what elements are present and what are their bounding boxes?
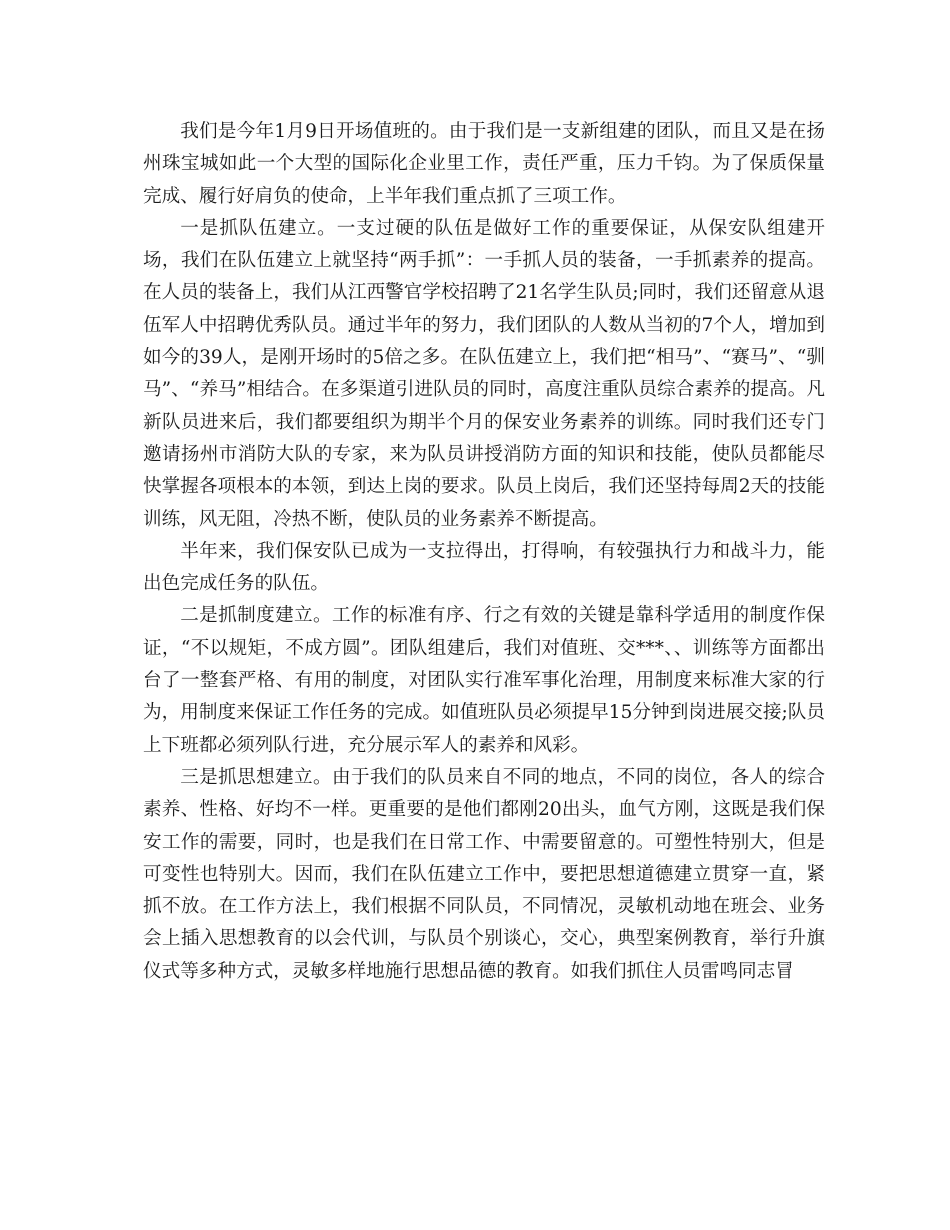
paragraph-ideology-building: 三是抓思想建立。由于我们的队员来自不同的地点，不同的岗位，各人的综合素养、性格、好均不一样。更重要的是他们都刚20出头，血气方刚，这既是我们保安工作的需要，同时，也是我们在日常工作、中需要留意的。可塑性特别大，但是可变性也特别大。因而，我们在队伍建立工作中，要把思想道德建立贯穿一直，紧抓不放。在工作方法上，我们根据不同队员，不同情况，灵敏机动地在班会、业务会上插入思想教育的以会代训，与队员个别谈心，交心，典型案例教育，举行升旗仪式等多种方式，灵敏多样地施行思想品德的教育。如我们抓住人员雷鸣同志冒	[143, 766, 825, 982]
paragraph-team-building: 一是抓队伍建立。一支过硬的队伍是做好工作的重要保证，从保安队组建开场，我们在队伍建立上就坚持“两手抓”：一手抓人员的装备，一手抓素养的提高。在人员的装备上，我们从江西警官学校招聘了21名学生队员;同时，我们还留意从退伍军人中招聘优秀队员。通过半年的努力，我们团队的人数从当初的7个人，增加到如今的39人，是刚开场时的5倍之多。在队伍建立上，我们把“相马”、“赛马”、“驯马”、“养马”相结合。在多渠道引进队员的同时，高度注重队员综合素养的提高。凡新队员进来后，我们都要组织为期半个月的保安业务素养的训练。同时我们还专门邀请扬州市消防大队的专家，来为队员讲授消防方面的知识和技能，使队员都能尽快掌握各项根本的本领，到达上岗的要求。队员上岗后，我们还坚持每周2天的技能训练，风无阻，冷热不断，使队员的业务素养不断提高。	[143, 217, 825, 530]
paragraph-half-year-summary: 半年来，我们保安队已成为一支拉得出，打得响，有较强执行力和战斗力，能出色完成任务的队伍。	[143, 540, 825, 595]
paragraph-intro: 我们是今年1月9日开场值班的。由于我们是一支新组建的团队，而且又是在扬州珠宝城如此一个大型的国际化企业里工作，责任严重，压力千钧。为了保质保量完成、履行好肩负的使命，上半年我们重点抓了三项工作。	[143, 121, 825, 207]
document-body	[143, 116, 825, 988]
paragraph-system-building: 二是抓制度建立。工作的标准有序、行之有效的关键是靠科学适用的制度作保证，“不以规矩，不成方圆”。团队组建后，我们对值班、交***、、训练等方面都出台了一整套严格、有用的制度，对团队实行准军事化治理，用制度来标准大家的行为，用制度来保证工作任务的完成。如值班队员必须提早15分钟到岗进展交接;队员上下班都必须列队行进，充分展示军人的素养和风彩。	[143, 605, 825, 756]
